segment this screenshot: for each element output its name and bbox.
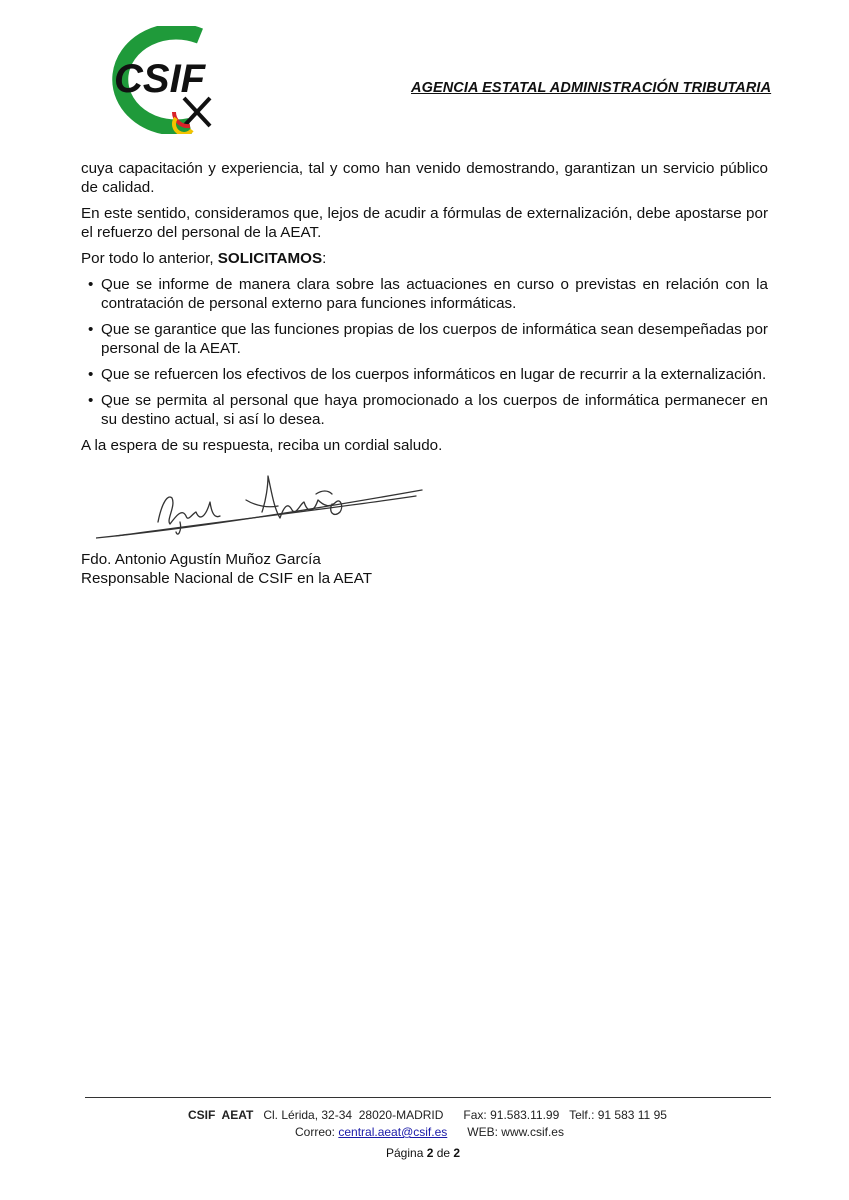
bullet-icon: • [88,276,94,293]
footer-contact-line [188,1107,667,1124]
footer-email-label: Correo: [295,1125,339,1139]
page-current: 2 [426,1146,434,1160]
page-total: 2 [453,1146,461,1160]
logo-text: CSIF [114,57,206,101]
list-item [81,391,768,429]
list-item-text: Que se informe de manera clara sobre las actuaciones en curso o previstas en relación con la contratación de personal externo para funciones informáticas. [101,276,768,312]
footer-web: WEB: www.csif.es [447,1125,564,1139]
page-prefix: Página [386,1146,427,1160]
csif-logo [92,26,220,134]
footer-divider [85,1097,771,1098]
signatory-role: Responsable Nacional de CSIF en la AEAT [81,570,372,587]
letter-body [81,159,768,462]
requests-list [81,275,768,429]
list-item [81,275,768,313]
page-mid: de [433,1146,454,1160]
list-item [81,320,768,358]
bullet-icon: • [88,366,94,383]
footer-org: CSIF AEAT [188,1108,254,1122]
bullet-icon: • [88,392,94,409]
solicitamos-prefix: Por todo lo anterior, [81,250,218,267]
signatory-block [81,550,372,588]
header-title: AGENCIA ESTATAL ADMINISTRACIÓN TRIBUTARIA [411,80,772,96]
paragraph-capacitacion: cuya capacitación y experiencia, tal y como han venido demostrando, garantizan un servicio público de calidad. [81,160,768,196]
list-item-text: Que se refuercen los efectivos de los cuerpos informáticos en lugar de recurrir a la externalización. [101,366,767,383]
solicitamos-suffix: : [322,250,327,267]
footer-web-line [295,1124,564,1141]
paragraph-solicitamos [81,249,768,268]
footer-email-link[interactable]: central.aeat@csif.es [338,1125,448,1139]
list-item-text: Que se permita al personal que haya promocionado a los cuerpos de informática permanecer en su destino actual, si así lo desea. [101,392,768,428]
bullet-icon: • [88,321,94,338]
paragraph-externalizacion: En este sentido, consideramos que, lejos de acudir a fórmulas de externalización, debe apostarse por el refuerzo del personal de la AEAT. [81,205,768,241]
handwritten-signature [96,472,426,544]
list-item [81,365,768,384]
solicitamos-bold: SOLICITAMOS [217,250,323,267]
signatory-name: Fdo. Antonio Agustín Muñoz García [81,551,321,568]
footer-address: Cl. Lérida, 32-34 28020-MADRID Fax: 91.583.11.99 Telf.: 91 583 11 95 [253,1108,667,1122]
closing-line: A la espera de su respuesta, reciba un cordial saludo. [81,437,443,454]
list-item-text: Que se garantice que las funciones propias de los cuerpos de informática sean desempeñadas por personal de la AEAT. [101,321,768,357]
page-number [386,1146,460,1160]
